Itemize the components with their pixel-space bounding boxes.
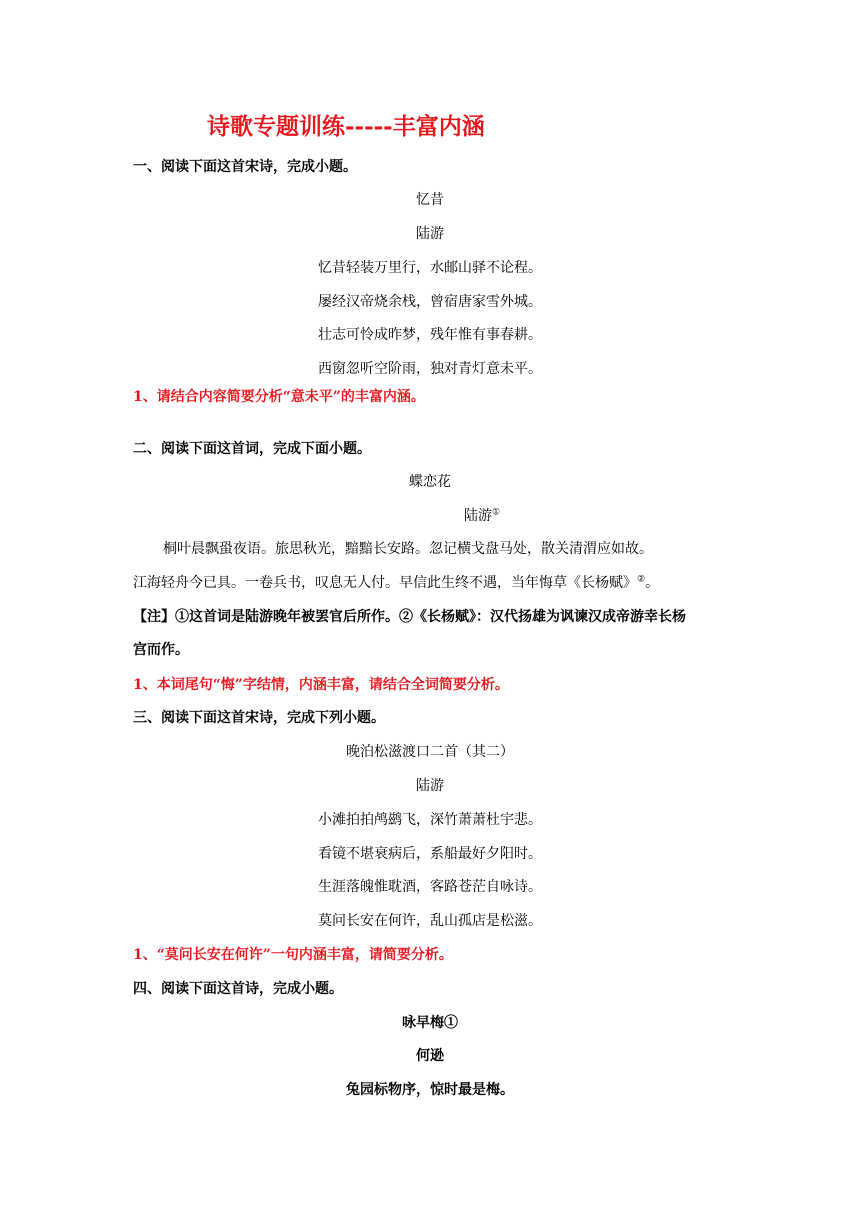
section-2-heading: 二、阅读下面这首词，完成下面小题。: [133, 441, 371, 457]
question-3: 1、“莫问长安在何许”一句内涵丰富，请简要分析。: [133, 947, 453, 963]
section-3-heading: 三、阅读下面这首宋诗，完成下列小题。: [133, 710, 385, 726]
poem-1-line: 西窗忽听空阶雨，独对青灯意未平。: [318, 361, 542, 377]
poem-3-line: 莫问长安在何许，乱山孤店是松滋。: [318, 913, 542, 929]
poem-2-para: [133, 574, 659, 592]
question-1: 1、请结合内容简要分析“意未平”的丰富内涵。: [133, 389, 425, 405]
question-2: 1、本词尾句“悔”字结情，内涵丰富，请结合全词简要分析。: [133, 677, 509, 693]
poem-2-title: 蝶恋花: [409, 474, 451, 490]
footnote-mark: ①: [492, 507, 501, 518]
poem-2-author-name: 陆游: [464, 508, 492, 524]
footnote-mark: ②: [637, 574, 646, 585]
document-title: 诗歌专题训练-----丰富内涵: [207, 113, 485, 140]
poem-1-author: 陆游: [416, 226, 444, 242]
poem-2-para: 桐叶晨飘蛩夜语。旅思秋光，黯黯长安路。忽记横戈盘马处，散关清渭应如故。: [163, 541, 653, 557]
section-1-heading: 一、阅读下面这首宋诗，完成小题。: [133, 159, 357, 175]
poem-3-line: 生涯落魄惟耽酒，客路苍茫自咏诗。: [318, 879, 542, 895]
poem-3-author: 陆游: [416, 778, 444, 794]
poem-4-author: 何逊: [416, 1048, 444, 1064]
poem-2-para-text: 江海轻舟今已具。一卷兵书，叹息无人付。早信此生终不遇，当年悔草《长杨赋》: [133, 575, 637, 591]
note-line: 宫而作。: [133, 642, 189, 658]
poem-4-title: 咏早梅①: [402, 1015, 458, 1031]
poem-3-line: 小滩拍拍鸬鹚飞，深竹萧萧杜宇悲。: [318, 812, 542, 828]
poem-2-author: [464, 507, 500, 525]
section-4-heading: 四、阅读下面这首诗，完成小题。: [133, 981, 343, 997]
poem-1-title: 忆昔: [416, 192, 444, 208]
poem-1-line: 忆昔轻装万里行，水邮山驿不论程。: [318, 260, 542, 276]
poem-1-line: 屡经汉帝烧余栈，曾宿唐家雪外城。: [318, 294, 542, 310]
poem-3-title: 晚泊松滋渡口二首（其二）: [346, 744, 514, 760]
poem-3-line: 看镜不堪衰病后，系船最好夕阳时。: [318, 846, 542, 862]
poem-1-line: 壮志可怜成昨梦，残年惟有事春耕。: [318, 327, 542, 343]
poem-2-para-end: 。: [645, 575, 660, 591]
note-line: 【注】①这首词是陆游晚年被罢官后所作。②《长杨赋》：汉代扬雄为讽谏汉成帝游幸长杨: [133, 609, 686, 625]
poem-4-line: 兔园标物序，惊时最是梅。: [346, 1082, 514, 1098]
